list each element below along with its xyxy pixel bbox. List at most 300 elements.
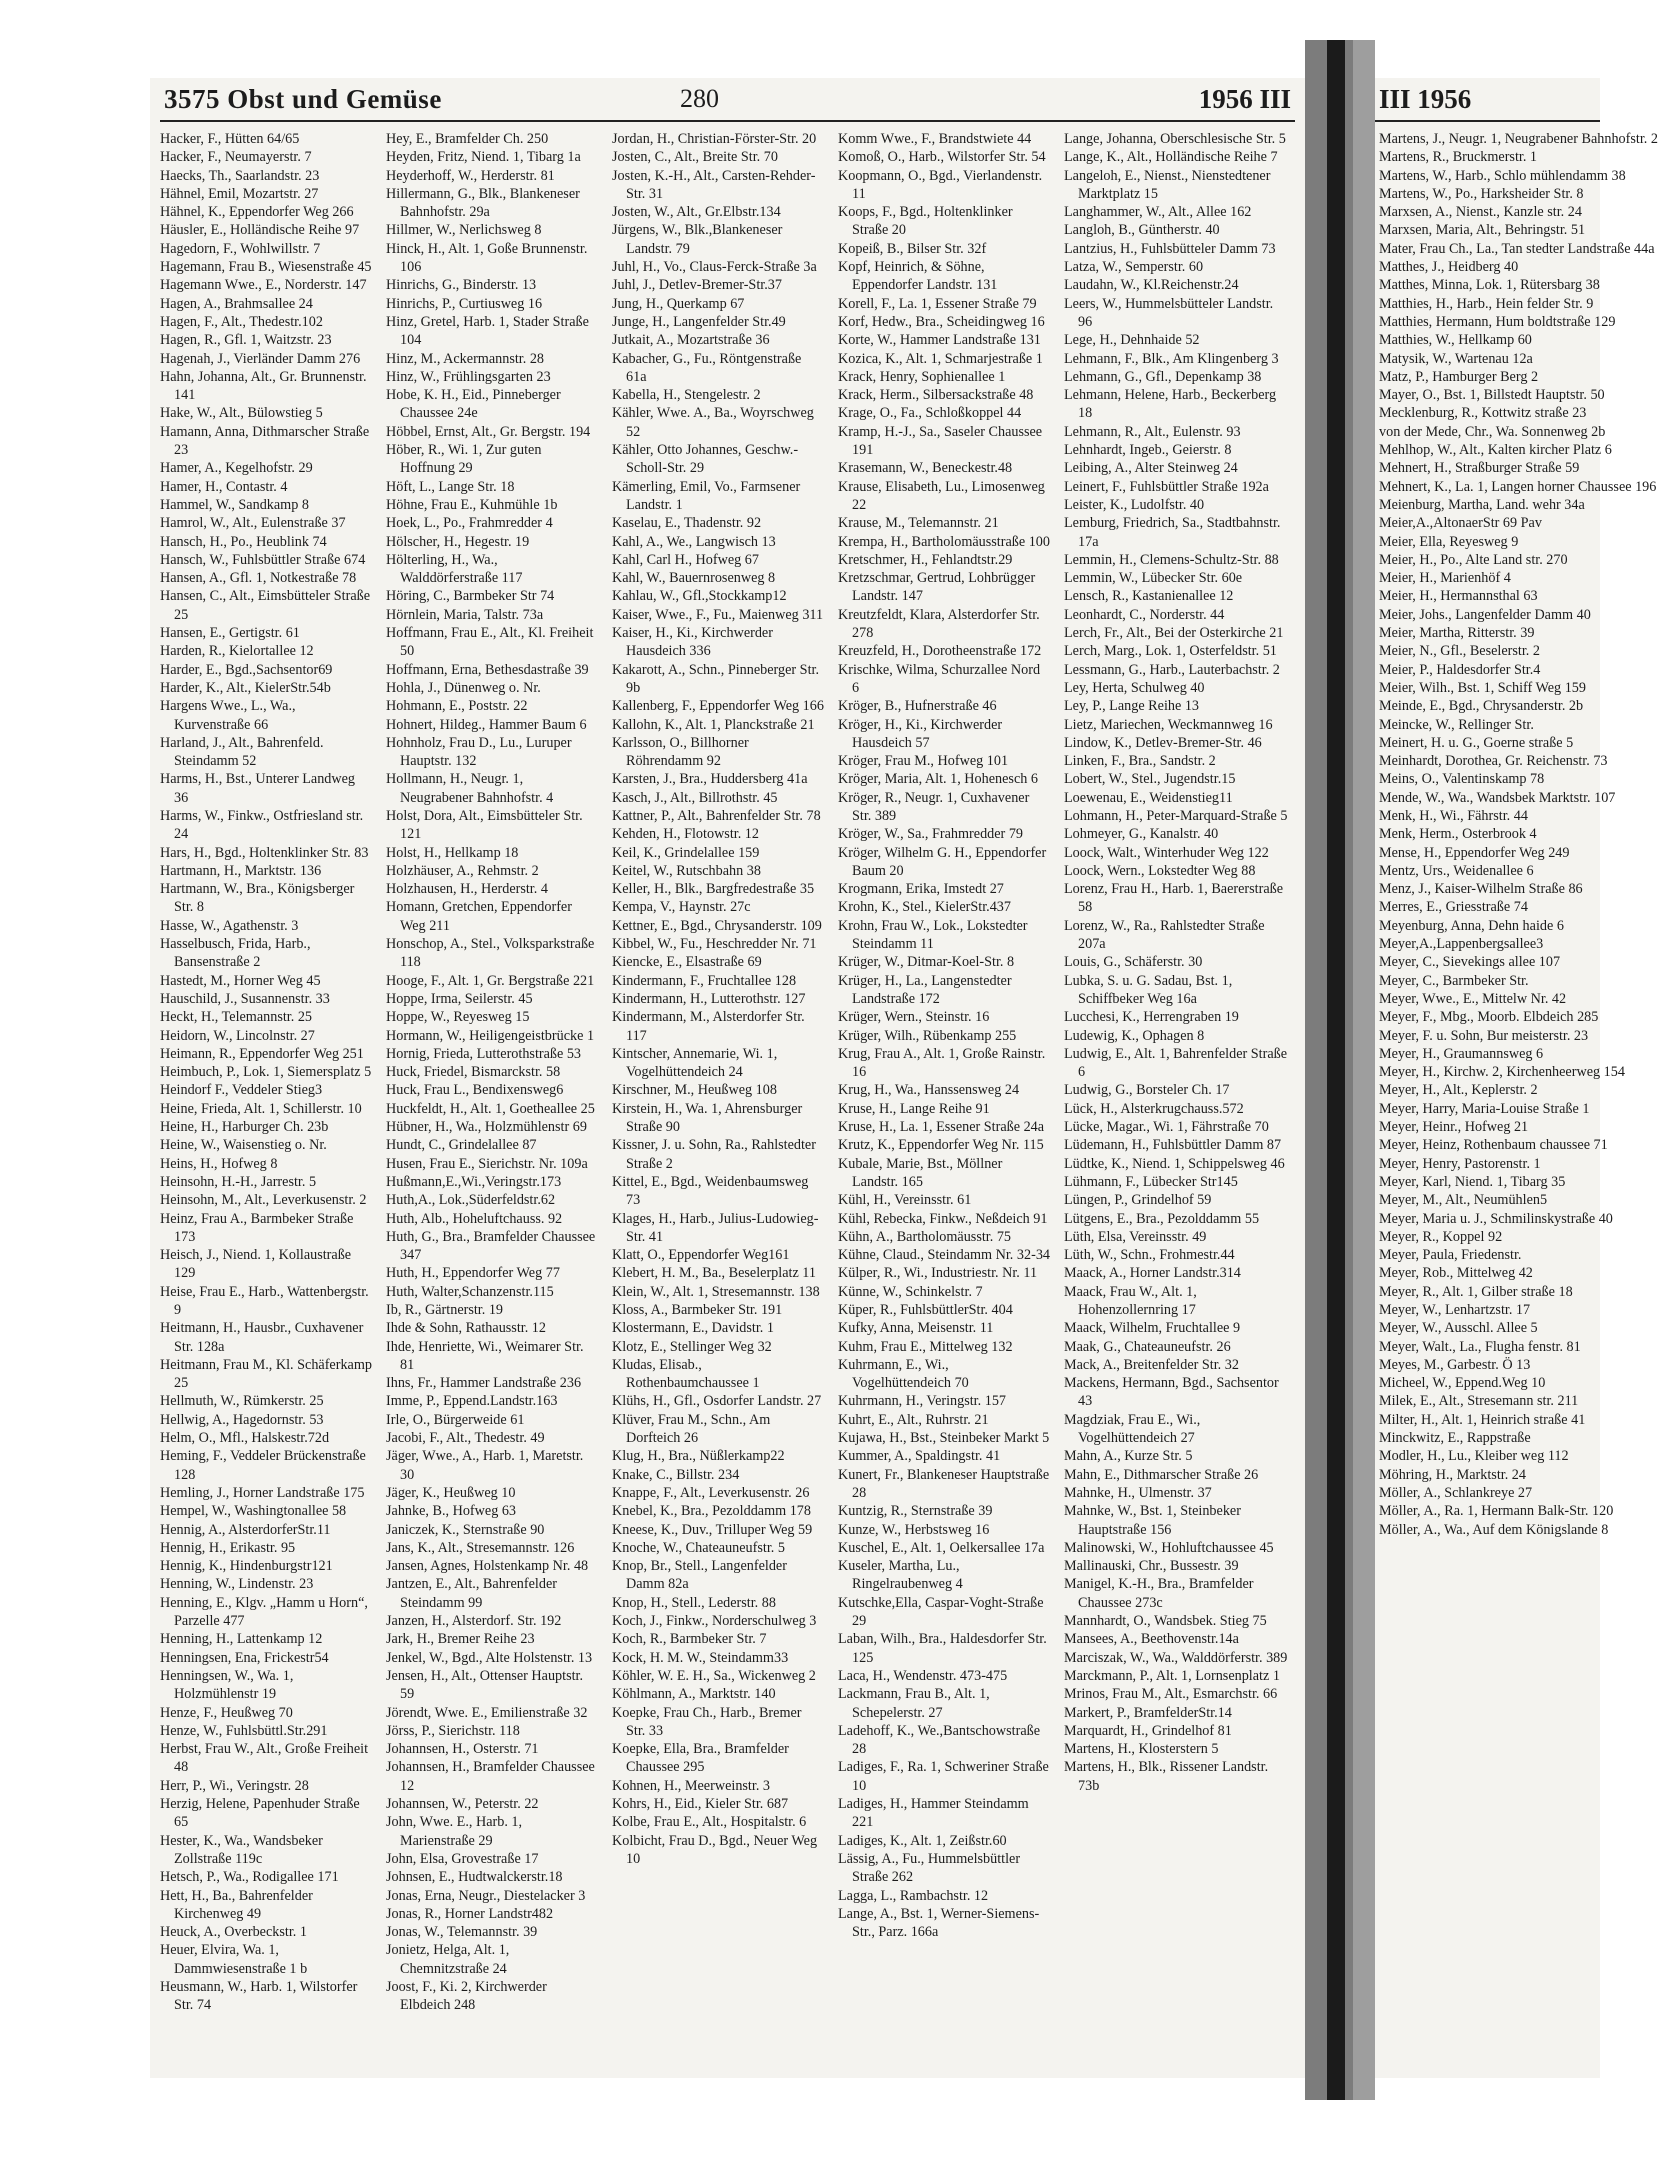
listing-entry: Hagemann Wwe., E., Norderstr. 147 — [160, 277, 367, 294]
listing-entry: Josten, W., Alt., Gr.Elbstr.134 — [612, 204, 781, 221]
next-page-entry: Matthies, Hermann, Hum boldtstraße 129 — [1379, 313, 1616, 330]
listing-entry: Ladiges, K., Alt. 1, Zeißstr.60 — [838, 1832, 1007, 1849]
listing-entry: Joost, F., Ki. 2, Kirchwerder Elbdeich 248 — [386, 1978, 547, 2014]
listing-entry: Kettner, E., Bgd., Chrysanderstr. 109 — [612, 917, 822, 934]
listing-entry: Mackens, Hermann, Bgd., Sachsentor 43 — [1064, 1375, 1279, 1410]
listing-entry: Kintscher, Annemarie, Wi. 1, Vogelhüttendeich 24 — [612, 1045, 778, 1081]
listing-entry: Lange, A., Bst. 1, Werner-Siemens-Str., Parz. 166a — [838, 1905, 1040, 1941]
listing-entry: Krutz, K., Eppendorfer Weg Nr. 115 — [838, 1137, 1044, 1154]
listing-entry: Krüger, Wilh., Rübenkamp 255 — [838, 1027, 1017, 1044]
listing-entry: Hörnlein, Maria, Talstr. 73a — [386, 606, 544, 623]
header-rule — [160, 120, 1295, 122]
listing-entry: Heine, W., Waisenstieg o. Nr. — [160, 1137, 327, 1154]
listing-entry: Jäger, K., Heußweg 10 — [386, 1484, 516, 1501]
listing-entry: Imme, P., Eppend.Landstr.163 — [386, 1393, 558, 1410]
next-page-entry: Meier, N., Gfl., Beselerstr. 2 — [1379, 643, 1540, 660]
listing-entry: Hohmann, E., Poststr. 22 — [386, 698, 528, 715]
listing-entry: Hoffmann, Erna, Bethesdastraße 39 — [386, 661, 589, 678]
listing-entry: Jonas, R., Horner Landstr482 — [386, 1905, 554, 1922]
listing-entry: Krause, M., Telemannstr. 21 — [838, 515, 999, 532]
listing-entry: Ley, Herta, Schulweg 40 — [1064, 679, 1205, 696]
listing-entry: Maack, Wilhelm, Fruchtallee 9 — [1064, 1320, 1241, 1337]
listing-entry: Kindermann, F., Fruchtallee 128 — [612, 972, 797, 989]
listing-entry: Hölterling, H., Wa., Walddörferstraße 117 — [386, 551, 523, 587]
next-page-entry: Matthes, J., Heidberg 40 — [1379, 259, 1519, 276]
listing-entry: Lüdtke, K., Niend. 1, Schippelsweg 46 — [1064, 1155, 1285, 1172]
next-page-entry: Meier, Wilh., Bst. 1, Schiff Weg 159 — [1379, 679, 1586, 696]
listing-entry: Lange, K., Alt., Holländische Reihe 7 — [1064, 149, 1278, 166]
listing-entry: Hartmann, H., Marktstr. 136 — [160, 862, 322, 879]
listing-entry: Hetsch, P., Wa., Rodigallee 171 — [160, 1869, 339, 1886]
next-page-entry: Meier, Ella, Reyesweg 9 — [1379, 533, 1519, 550]
listing-entry: Kopeiß, B., Bilser Str. 32f — [838, 240, 987, 257]
listing-entry: Höhne, Frau E., Kuhmühle 1b — [386, 496, 558, 513]
next-page-entry: Mende, W., Wa., Wandsbek Marktstr. 107 — [1379, 789, 1616, 806]
next-page-entry: Mense, H., Eppendorfer Weg 249 — [1379, 844, 1570, 861]
listing-entry: Kufky, Anna, Meisenstr. 11 — [838, 1320, 994, 1337]
listing-entry: Kaiser, Wwe., F., Fu., Maienweg 311 — [612, 606, 824, 623]
next-page-entry: Meyenburg, Anna, Dehn haide 6 — [1379, 917, 1564, 934]
listing-entry: Loock, Walt., Winterhuder Weg 122 — [1064, 844, 1269, 861]
listing-entry: Hinz, W., Frühlingsgarten 23 — [386, 368, 551, 385]
listing-entry: Honschop, A., Stel., Volksparkstraße 118 — [386, 936, 595, 971]
listing-entry: Henningsen, W., Wa. 1, Holzmühlenstr 19 — [160, 1667, 294, 1703]
listing-entry: Kuhrmann, E., Wi., Vogelhüttendeich 70 — [838, 1356, 969, 1392]
next-page-entry: Matysik, W., Wartenau 12a — [1379, 350, 1533, 367]
listing-entry: Kirstein, H., Wa. 1, Ahrensburger Straße 90 — [612, 1100, 803, 1136]
next-page-entry: Milek, E., Alt., Stresemann str. 211 — [1379, 1393, 1579, 1410]
listing-entry: Harms, W., Finkw., Ostfriesland str. 24 — [160, 807, 364, 843]
listing-entry: Kröger, W., Sa., Frahmredder 79 — [838, 826, 1024, 843]
listing-entry: John, Wwe. E., Harb. 1, Marienstraße 29 — [386, 1814, 523, 1849]
listing-entry: Kubale, Marie, Bst., Möllner Landstr. 165 — [838, 1155, 1003, 1190]
listing-entry: Mallinauski, Chr., Bussestr. 39 — [1064, 1558, 1239, 1575]
listing-entry: Kallenberg, F., Eppendorfer Weg 166 — [612, 698, 824, 715]
listing-entry: Hamrol, W., Alt., Eulenstraße 37 — [160, 515, 346, 532]
listing-column-2 — [386, 130, 598, 2065]
listing-entry: Lüth, Elsa, Vereinsstr. 49 — [1064, 1228, 1207, 1245]
listing-entry: Hooge, F., Alt. 1, Gr. Bergstraße 221 — [386, 972, 595, 989]
listing-entry: Hinrichs, G., Binderstr. 13 — [386, 277, 537, 294]
listing-entry: Lehmann, R., Alt., Eulenstr. 93 — [1064, 423, 1241, 440]
listing-entry: Lange, Johanna, Oberschlesische Str. 5 — [1064, 131, 1286, 147]
listing-entry: Junge, H., Langenfelder Str.49 — [612, 313, 786, 330]
listing-entry: Kreutzfeldt, Klara, Alsterdorfer Str. 278 — [838, 606, 1040, 642]
listing-entry: Jark, H., Bremer Reihe 23 — [386, 1631, 535, 1648]
listing-entry: Klug, H., Bra., Nüßlerkamp22 — [612, 1448, 785, 1465]
listing-entry: Laca, H., Wendenstr. 473-475 — [838, 1667, 1008, 1684]
listing-entry: Leonhardt, C., Norderstr. 44 — [1064, 606, 1225, 623]
listing-entry: Korte, W., Hammer Landstraße 131 — [838, 332, 1041, 349]
listing-entry: Jäger, Wwe., A., Harb. 1, Maretstr. 30 — [386, 1448, 584, 1483]
next-page-entry: Meyer, H., Kirchw. 2, Kirchenheerweg 154 — [1379, 1064, 1625, 1081]
next-page-entry: Menk, H., Wi., Fährstr. 44 — [1379, 807, 1528, 824]
listing-entry: Heidorn, W., Lincolnstr. 27 — [160, 1027, 315, 1044]
next-page-entry: Milter, H., Alt. 1, Heinrich straße 41 — [1379, 1411, 1586, 1428]
next-page-entry: Modler, H., Lu., Kleiber weg 112 — [1379, 1448, 1569, 1465]
listing-entry: Maack, Frau W., Alt. 1, Hohenzollernring 17 — [1064, 1283, 1197, 1318]
listing-entry: Hagen, R., Gfl. 1, Waitzstr. 23 — [160, 332, 332, 349]
next-page-entry: Martens, R., Bruckmerstr. 1 — [1379, 149, 1538, 166]
next-page-entry: Möller, A., Ra. 1, Hermann Balk-Str. 120 — [1379, 1503, 1614, 1520]
listing-entry: Loewenau, E., Weidenstieg11 — [1064, 789, 1233, 806]
listing-entry: Jörss, P., Sierichstr. 118 — [386, 1722, 520, 1739]
listing-entry: Johannsen, W., Peterstr. 22 — [386, 1796, 539, 1813]
gutter-edge — [1353, 40, 1375, 2100]
listing-entry: Koopmann, O., Bgd., Vierlandenstr. 11 — [838, 167, 1043, 202]
listing-entry: Kröger, H., Ki., Kirchwerder Hausdeich 57 — [838, 716, 1003, 751]
next-page-entry: Meyer, W., Ausschl. Allee 5 — [1379, 1320, 1538, 1337]
listing-entry: Hemling, J., Horner Landstraße 175 — [160, 1484, 365, 1501]
listing-entry: Ihns, Fr., Hammer Landstraße 236 — [386, 1375, 582, 1392]
listing-entry: Hohnert, Hildeg., Hammer Baum 6 — [386, 716, 587, 733]
listing-entry: Huth,A., Lok.,Süderfeldstr.62 — [386, 1192, 556, 1209]
listing-entry: Koch, R., Barmbeker Str. 7 — [612, 1631, 767, 1648]
listing-entry: Krogmann, Erika, Imstedt 27 — [838, 881, 1004, 898]
listing-entry: Hundt, C., Grindelallee 87 — [386, 1137, 537, 1154]
listing-entry: Klebert, H. M., Ba., Beselerplatz 11 — [612, 1265, 816, 1282]
listing-entry: Lietz, Mariechen, Weckmannweg 16 — [1064, 716, 1273, 733]
listing-entry: Lensch, R., Kastanienallee 12 — [1064, 588, 1234, 605]
listing-entry: Henze, F., Heußweg 70 — [160, 1704, 293, 1721]
listing-entry: Jutkait, A., Mozartstraße 36 — [612, 332, 770, 349]
listing-entry: Hammel, W., Sandkamp 8 — [160, 496, 309, 513]
listing-entry: Kolbe, Frau E., Alt., Hospitalstr. 6 — [612, 1814, 807, 1831]
listing-entry: Hake, W., Alt., Bülowstieg 5 — [160, 405, 323, 422]
listing-entry: Louis, G., Schäferstr. 30 — [1064, 954, 1203, 971]
listing-entry: Hillmer, W., Nerlichsweg 8 — [386, 222, 542, 239]
listing-entry: Malinowski, W., Hohluftchaussee 45 — [1064, 1539, 1274, 1556]
listing-entry: Jung, H., Querkamp 67 — [612, 295, 745, 312]
next-page-entry: Meyer, F., Mbg., Moorb. Elbdeich 285 — [1379, 1009, 1599, 1026]
listing-entry: Hußmann,E.,Wi.,Veringstr.173 — [386, 1173, 562, 1190]
gutter-fold — [1327, 40, 1345, 2100]
listing-entry: Kühl, H., Vereinsstr. 61 — [838, 1192, 972, 1209]
listing-entry: Knop, Br., Stell., Langenfelder Damm 82a — [612, 1558, 787, 1593]
listing-entry: Ladiges, F., Ra. 1, Schweriner Straße 10 — [838, 1759, 1049, 1794]
listing-entry: Laudahn, W., Kl.Reichenstr.24 — [1064, 277, 1239, 294]
next-page-entry: Meyer, Karl, Niend. 1, Tibarg 35 — [1379, 1173, 1566, 1190]
next-page-entry: Merres, E., Griesstraße 74 — [1379, 899, 1528, 916]
listing-entry: Latza, W., Semperstr. 60 — [1064, 259, 1204, 276]
next-page-entry: Marxsen, A., Nienst., Kanzle str. 24 — [1379, 204, 1582, 221]
listing-entry: Kühl, Rebecka, Finkw., Neßdeich 91 — [838, 1210, 1048, 1227]
listing-entry: Holst, Dora, Alt., Eimsbütteler Str. 121 — [386, 807, 583, 843]
next-page-entry: Meyer, H., Graumannsweg 6 — [1379, 1045, 1544, 1062]
next-page-entry: Meinhardt, Dorothea, Gr. Reichenstr. 73 — [1379, 753, 1608, 770]
listing-column-5 — [1064, 130, 1290, 2065]
listing-entry: Hempel, W., Washingtonallee 58 — [160, 1503, 347, 1520]
listing-entry: Kopf, Heinrich, & Söhne, Eppendorfer Landstr. 131 — [838, 259, 998, 294]
next-page-entry: Meyer, Heinz, Rothenbaum chaussee 71 — [1379, 1137, 1608, 1154]
next-page-entry: Matthes, Minna, Lok. 1, Rütersbarg 38 — [1379, 277, 1600, 294]
listing-entry: Kröger, Maria, Alt. 1, Hohenesch 6 — [838, 771, 1038, 788]
listing-entry: John, Elsa, Grovestraße 17 — [386, 1850, 539, 1867]
listing-entry: Hinrichs, P., Curtiusweg 16 — [386, 295, 543, 312]
next-page-entry: Martens, J., Neugr. 1, Neugrabener Bahnhofstr. 2 — [1379, 131, 1658, 147]
listing-entry: Lindow, K., Detlev-Bremer-Str. 46 — [1064, 734, 1262, 751]
listing-entry: Kneese, K., Duv., Trilluper Weg 59 — [612, 1521, 813, 1538]
listing-entry: Hacker, F., Neumayerstr. 7 — [160, 149, 312, 166]
listing-entry: Kröger, B., Hufnerstraße 46 — [838, 698, 997, 715]
listing-entry: Linken, F., Bra., Sandstr. 2 — [1064, 753, 1216, 770]
listing-entry: Hansen, A., Gfl. 1, Notkestraße 78 — [160, 570, 357, 587]
listing-entry: Krasemann, W., Beneckestr.48 — [838, 460, 1013, 477]
listing-entry: Mrinos, Frau M., Alt., Esmarchstr. 66 — [1064, 1686, 1278, 1703]
listing-entry: Hahn, Johanna, Alt., Gr. Brunnenstr. 141 — [160, 368, 367, 404]
listing-entry: Lemmin, W., Lübecker Str. 60e — [1064, 570, 1243, 587]
next-page-entry: Meyer, Paula, Friedenstr. — [1379, 1247, 1522, 1264]
listing-entry: Kuhrmann, H., Veringstr. 157 — [838, 1393, 1007, 1410]
listing-entry: Kähler, Wwe. A., Ba., Woyrschweg 52 — [612, 405, 814, 440]
next-page-entry: Meier, Martha, Ritterstr. 39 — [1379, 625, 1535, 642]
listing-entry: Heimann, R., Eppendorfer Weg 251 — [160, 1045, 364, 1062]
listing-entry: Krug, Frau A., Alt. 1, Große Rainstr. 16 — [838, 1045, 1046, 1081]
next-page-entry: Micheel, W., Eppend.Weg 10 — [1379, 1375, 1546, 1392]
listing-entry: Hansen, E., Gertigstr. 61 — [160, 625, 300, 642]
listing-entry: Heuer, Elvira, Wa. 1, Dammwiesenstraße 1 b — [160, 1942, 308, 1977]
listing-entry: Koepke, Ella, Bra., Bramfelder Chaussee 295 — [612, 1741, 789, 1776]
listing-entry: Heine, Frieda, Alt. 1, Schillerstr. 10 — [160, 1100, 362, 1117]
next-page-entry: Mehnert, K., La. 1, Langen horner Chaussee 196 — [1379, 478, 1657, 495]
listing-entry: Kutschke,Ella, Caspar-Voght-Straße 29 — [838, 1594, 1044, 1630]
listing-entry: Krüger, H., La., Langenstedter Landstraße 172 — [838, 972, 1012, 1007]
listing-entry: Jantzen, E., Alt., Bahrenfelder Steindamm 99 — [386, 1576, 557, 1611]
listing-entry: Lagga, L., Rambachstr. 12 — [838, 1887, 989, 1904]
listing-entry: Huckfeldt, H., Alt. 1, Goetheallee 25 — [386, 1100, 595, 1117]
listing-entry: Hars, H., Bgd., Holtenklinker Str. 83 — [160, 844, 369, 861]
listing-entry: Martens, H., Klosterstern 5 — [1064, 1741, 1219, 1758]
listing-entry: Josten, C., Alt., Breite Str. 70 — [612, 149, 778, 166]
listing-entry: Lüth, W., Schn., Frohmestr.44 — [1064, 1247, 1235, 1264]
listing-entry: Herbst, Frau W., Alt., Große Freiheit 48 — [160, 1741, 369, 1776]
listing-entry: Koops, F., Bgd., Holtenklinker Straße 20 — [838, 204, 1013, 239]
listing-entry: Langhammer, W., Alt., Allee 162 — [1064, 204, 1252, 221]
next-page-entry: Meyer, Maria u. J., Schmilinskystraße 40 — [1379, 1210, 1613, 1227]
next-page-entry: Meyer,A.,Lappenbergsallee3 — [1379, 936, 1544, 953]
listing-entry: Helm, O., Mfl., Halskestr.72d — [160, 1430, 330, 1447]
listing-entry: Jonietz, Helga, Alt. 1, Chemnitzstraße 24 — [386, 1942, 510, 1977]
next-page-entry: Mehlhop, W., Alt., Kalten kircher Platz 6 — [1379, 442, 1612, 459]
next-page-entry: Mecklenburg, R., Kottwitz straße 23 — [1379, 405, 1587, 422]
listing-entry: Hohla, J., Dünenweg o. Nr. — [386, 679, 541, 696]
listing-entry: Ib, R., Gärtnerstr. 19 — [386, 1302, 504, 1318]
listing-entry: Krug, H., Wa., Hanssensweg 24 — [838, 1082, 1020, 1099]
listing-entry: Lück, H., Alsterkrugchauss.572 — [1064, 1100, 1244, 1117]
listing-entry: Kirschner, M., Heußweg 108 — [612, 1082, 777, 1099]
listing-entry: Jordan, H., Christian-Förster-Str. 20 — [612, 131, 817, 147]
page-header — [150, 78, 1305, 118]
listing-entry: Koch, J., Finkw., Norderschulweg 3 — [612, 1613, 817, 1630]
listing-entry: Klühs, H., Gfl., Osdorfer Landstr. 27 — [612, 1393, 822, 1410]
next-page-entry: Meinde, E., Bgd., Chrysanderstr. 2b — [1379, 698, 1584, 715]
listing-entry: Lucchesi, K., Herrengraben 19 — [1064, 1009, 1239, 1026]
next-page-entry: Meier, H., Hermannsthal 63 — [1379, 588, 1538, 605]
listing-entry: Markert, P., BramfelderStr.14 — [1064, 1704, 1232, 1721]
listing-entry: Krohn, K., Stel., KielerStr.437 — [838, 899, 1011, 916]
next-page-entry: Martens, W., Po., Harksheider Str. 8 — [1379, 185, 1584, 202]
listing-entry: Hoek, L., Po., Frahmredder 4 — [386, 515, 553, 532]
listing-entry: Hett, H., Ba., Bahrenfelder Kirchenweg 49 — [160, 1887, 313, 1922]
listing-entry: Juhl, H., Vo., Claus-Ferck-Straße 3a — [612, 259, 817, 276]
next-page-entry: Meyer, R., Koppel 92 — [1379, 1228, 1503, 1245]
listing-entry: Krischke, Wilma, Schurzallee Nord 6 — [838, 661, 1041, 696]
listing-entry: Hähnel, Emil, Mozartstr. 27 — [160, 185, 319, 202]
listing-entry: Heitmann, H., Hausbr., Cuxhavener Str. 128a — [160, 1320, 364, 1355]
listing-entry: Kock, H. M. W., Steindamm33 — [612, 1649, 789, 1666]
listing-entry: Hansch, H., Po., Heublink 74 — [160, 533, 327, 550]
next-page-entry: Meyer, Wwe., E., Mittelw Nr. 42 — [1379, 990, 1567, 1007]
listing-entry: Jans, K., Alt., Stresemannstr. 126 — [386, 1539, 575, 1556]
listing-entry: Hansen, C., Alt., Eimsbütteler Straße 25 — [160, 588, 371, 623]
listing-entry: Künne, W., Schinkelstr. 7 — [838, 1283, 983, 1300]
listing-entry: Kuhm, Frau E., Mittelweg 132 — [838, 1338, 1013, 1355]
listing-entry: Mahn, E., Dithmarscher Straße 26 — [1064, 1466, 1259, 1483]
listing-entry: Kröger, R., Neugr. 1, Cuxhavener Str. 389 — [838, 789, 1030, 824]
listing-entry: Holzhäuser, A., Rehmstr. 2 — [386, 862, 539, 879]
listing-entry: Knop, H., Stell., Lederstr. 88 — [612, 1594, 776, 1611]
listing-entry: Krack, Henry, Sophienallee 1 — [838, 368, 1006, 385]
listing-entry: Henning, H., Lattenkamp 12 — [160, 1631, 323, 1648]
next-page-entry: Mehnert, H., Straßburger Straße 59 — [1379, 460, 1580, 477]
listing-entry: Hoppe, W., Reyesweg 15 — [386, 1009, 530, 1026]
next-page-entry: Meins, O., Valentinskamp 78 — [1379, 771, 1545, 788]
listing-entry: Krack, Herm., Silbersackstraße 48 — [838, 387, 1034, 404]
listing-entry: Haecks, Th., Saarlandstr. 23 — [160, 167, 320, 184]
listing-entry: Häusler, E., Holländische Reihe 97 — [160, 222, 360, 239]
listing-entry: Lehmann, Helene, Harb., Beckerberg 18 — [1064, 387, 1277, 422]
next-page-entry: Möller, A., Schlankreye 27 — [1379, 1484, 1533, 1501]
listing-entry: Kindermann, H., Lutterothstr. 127 — [612, 990, 806, 1007]
listing-entry: Herr, P., Wi., Veringstr. 28 — [160, 1777, 309, 1794]
listing-entry: Mansees, A., Beethovenstr.14a — [1064, 1631, 1239, 1648]
listing-entry: Klüver, Frau M., Schn., Am Dorfteich 26 — [612, 1411, 771, 1447]
listing-entry: Kunze, W., Herbstsweg 16 — [838, 1521, 990, 1538]
listing-entry: Lässig, A., Fu., Hummelsbüttler Straße 262 — [838, 1850, 1021, 1886]
header-section-title: 3575 Obst und Gemüse — [164, 84, 442, 114]
listing-entry: Maack, A., Horner Landstr.314 — [1064, 1265, 1241, 1282]
listing-entry: Janzen, H., Alsterdorf. Str. 192 — [386, 1613, 562, 1630]
next-page-entry: Meier, H., Marienhöf 4 — [1379, 570, 1511, 587]
listing-entry: Leibing, A., Alter Steinweg 24 — [1064, 460, 1238, 477]
listing-entry: Kloss, A., Barmbeker Str. 191 — [612, 1302, 783, 1318]
listing-entry: Lohmeyer, G., Kanalstr. 40 — [1064, 826, 1219, 843]
listing-entry: Kasch, J., Alt., Billrothstr. 45 — [612, 789, 778, 806]
listing-entry: Husen, Frau E., Sierichstr. Nr. 109a — [386, 1155, 588, 1172]
listing-entry: Hähnel, K., Eppendorfer Weg 266 — [160, 204, 354, 221]
listing-entry: Heimbuch, P., Lok. 1, Siemersplatz 5 — [160, 1064, 372, 1081]
listing-entry: Huth, Walter,Schanzenstr.115 — [386, 1283, 554, 1300]
listing-entry: Keller, H., Blk., Bargfredestraße 35 — [612, 881, 815, 898]
listing-entry: Kattner, P., Alt., Bahrenfelder Str. 78 — [612, 807, 821, 824]
listing-entry: Hagen, F., Alt., Thedestr.102 — [160, 313, 323, 330]
listing-entry: Hellwig, A., Hagedornstr. 53 — [160, 1411, 324, 1428]
listing-entry: Kaiser, H., Ki., Kirchwerder Hausdeich 336 — [612, 625, 773, 660]
header-year: 1956 III — [1198, 84, 1291, 114]
listing-entry: Höring, C., Barmbeker Str 74 — [386, 588, 555, 605]
listing-entry: Kummer, A., Spaldingstr. 41 — [838, 1448, 1001, 1465]
listing-entry: Hansch, W., Fuhlsbüttler Straße 674 — [160, 551, 366, 568]
listing-entry: Heinsohn, H.-H., Jarrestr. 5 — [160, 1173, 317, 1190]
listing-entry: Lerch, Marg., Lok. 1, Osterfeldstr. 51 — [1064, 643, 1277, 660]
listing-entry: Hobe, K. H., Eid., Pinneberger Chaussee 24e — [386, 387, 561, 422]
listing-entry: Knappe, F., Alt., Leverkusenstr. 26 — [612, 1484, 810, 1501]
listing-entry: Heyderhoff, W., Herderstr. 81 — [386, 167, 555, 184]
listing-entry: Henning, W., Lindenstr. 23 — [160, 1576, 314, 1593]
next-page-entry: Minckwitz, E., Rappstraße — [1379, 1430, 1531, 1447]
listing-entry: Heine, H., Harburger Ch. 23b — [160, 1119, 329, 1136]
listing-entry: Ludwig, E., Alt. 1, Bahrenfelder Straße 6 — [1064, 1045, 1288, 1081]
next-page-entry: Meinert, H. u. G., Goerne straße 5 — [1379, 734, 1574, 751]
listing-entry: Köhler, W. E. H., Sa., Wickenweg 2 — [612, 1667, 816, 1684]
listing-entry: Krüger, W., Ditmar-Koel-Str. 8 — [838, 954, 1015, 971]
listing-entry: Josten, K.-H., Alt., Carsten-Rehder-Str. 31 — [612, 167, 816, 202]
listing-entry: Hamer, H., Contastr. 4 — [160, 478, 288, 495]
listing-entry: Janiczek, K., Sternstraße 90 — [386, 1521, 545, 1538]
next-page-entry: Meyer, R., Alt. 1, Gilber straße 18 — [1379, 1283, 1573, 1300]
listing-entry: Kludas, Elisab., Rothenbaumchaussee 1 — [612, 1356, 760, 1392]
listing-entry: Lücke, Magar., Wi. 1, Fährstraße 70 — [1064, 1119, 1269, 1136]
page-number: 280 — [680, 84, 719, 113]
listing-entry: Lehmann, G., Gfl., Depenkamp 38 — [1064, 368, 1262, 385]
listing-entry: Hennig, K., Hindenburgstr121 — [160, 1558, 333, 1575]
listing-entry: Krohn, Frau W., Lok., Lokstedter Steindamm 11 — [838, 917, 1028, 953]
listing-entry: Hamann, Anna, Dithmarscher Straße 23 — [160, 423, 370, 459]
listing-entry: Kruse, H., Lange Reihe 91 — [838, 1100, 990, 1117]
listing-entry: Jonas, W., Telemannstr. 39 — [386, 1924, 538, 1941]
next-page-entry: Meyer, F. u. Sohn, Bur meisterstr. 23 — [1379, 1027, 1589, 1044]
listing-entry: Lorenz, Frau H., Harb. 1, Baererstraße 58 — [1064, 881, 1284, 916]
listing-entry: Lantzius, H., Fuhlsbütteler Damm 73 — [1064, 240, 1276, 257]
next-page-entry: Menk, Herm., Osterbrook 4 — [1379, 826, 1537, 843]
listing-entry: Kahl, Carl H., Hofweg 67 — [612, 551, 759, 568]
listing-entry: Hoffmann, Frau E., Alt., Kl. Freiheit 50 — [386, 625, 594, 660]
listing-entry: Kühn, A., Bartholomäusstr. 75 — [838, 1228, 1012, 1245]
listing-entry: Komoß, O., Harb., Wilstorfer Str. 54 — [838, 149, 1046, 166]
listing-entry: Homann, Gretchen, Eppendorfer Weg 211 — [386, 899, 572, 934]
listing-entry: Lühmann, F., Lübecker Str145 — [1064, 1173, 1238, 1190]
next-page-entry: Meyer, Henry, Pastorenstr. 1 — [1379, 1155, 1541, 1172]
listing-entry: Lessmann, G., Harb., Lauterbachstr. 2 — [1064, 661, 1280, 678]
listing-entry: Johannsen, H., Osterstr. 71 — [386, 1741, 539, 1758]
listing-entry: Heise, Frau E., Harb., Wattenbergstr. 9 — [160, 1283, 369, 1318]
listing-entry: Huck, Friedel, Bismarckstr. 58 — [386, 1064, 561, 1081]
listing-entry: Lüdemann, H., Fuhlsbüttler Damm 87 — [1064, 1137, 1282, 1154]
listing-entry: Korell, F., La. 1, Essener Straße 79 — [838, 295, 1037, 312]
listing-entry: Krause, Elisabeth, Lu., Limosenweg 22 — [838, 478, 1045, 513]
listing-entry: Heusmann, W., Harb. 1, Wilstorfer Str. 74 — [160, 1978, 358, 2014]
listing-entry: Hagen, A., Brahmsallee 24 — [160, 295, 313, 312]
listing-entry: Heitmann, Frau M., Kl. Schäferkamp 25 — [160, 1356, 372, 1392]
listing-entry: Heindorf F., Veddeler Stieg3 — [160, 1082, 323, 1099]
next-page-entry: Meincke, W., Rellinger Str. — [1379, 716, 1534, 733]
listing-entry: Mahnke, H., Ulmenstr. 37 — [1064, 1484, 1212, 1501]
next-page-entry: Meyer, Heinr., Hofweg 21 — [1379, 1119, 1529, 1136]
listing-entry: Knoche, W., Chateauneufstr. 5 — [612, 1539, 785, 1556]
listing-entry: Harder, K., Alt., KielerStr.54b — [160, 679, 331, 696]
listing-entry: Irle, O., Bürgerweide 61 — [386, 1411, 525, 1428]
listing-entry: Huth, G., Bra., Bramfelder Chaussee 347 — [386, 1228, 596, 1264]
next-page-entry: Meier,A.,AltonaerStr 69 Pav — [1379, 515, 1542, 532]
next-page-entry: Meyer, Harry, Maria-Louise Straße 1 — [1379, 1100, 1590, 1117]
listing-entry: Loock, Wern., Lokstedter Weg 88 — [1064, 862, 1256, 879]
listing-entry: Hagemann, Frau B., Wiesenstraße 45 — [160, 259, 372, 276]
listing-entry: Laban, Wilh., Bra., Haldesdorfer Str. 125 — [838, 1631, 1047, 1666]
next-page-entry: Menz, J., Kaiser-Wilhelm Straße 86 — [1379, 881, 1583, 898]
listing-entry: Hasse, W., Agathenstr. 3 — [160, 917, 299, 934]
listing-entry: Kuhrt, E., Alt., Ruhrstr. 21 — [838, 1411, 989, 1428]
listing-entry: Külper, R., Wi., Industriestr. Nr. 11 — [838, 1265, 1038, 1282]
